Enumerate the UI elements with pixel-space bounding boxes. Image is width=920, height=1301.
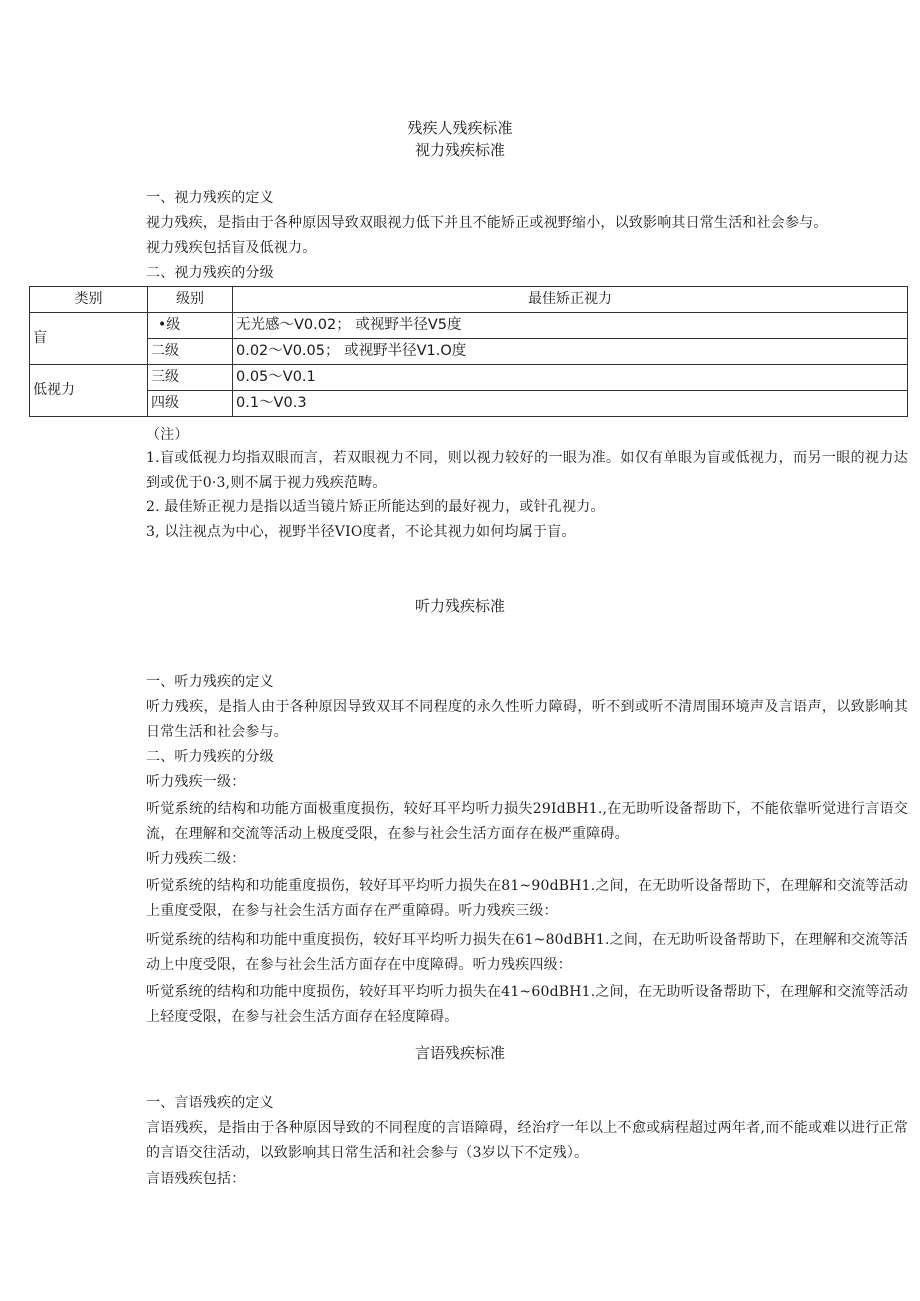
hearing-grade4-text: 听觉系统的结构和功能中度损伤，较好耳平均听力损失在41~60dBH1.之间，在无助听设备帮助下，在理解和交流等活动上轻度受限，在参与社会生活方面存在轻度障碍。 [146,984,908,1025]
hearing-definition-heading: 一、听力残疾的定义 [146,674,274,690]
vision-value-cell: 0.02～V0.05； 或视野半径V1.O度 [233,339,908,365]
vision-value-cell: 无光感～V0.02； 或视野半径V5度 [233,313,908,339]
hearing-grade2-label: 听力残疾二级： [146,851,246,867]
notes-label: （注） [146,427,189,443]
vision-value-cell: 0.05～V0.1 [233,365,908,391]
category-blind: 盲 [30,313,148,365]
table-row [30,365,908,391]
level-cell: 三级 [148,365,233,391]
table-header-row [30,287,908,313]
vision-grade-heading: 二、视力残疾的分级 [146,265,274,281]
vision-definition-text: 视力残疾，是指由于各种原因导致双眼视力低下并且不能矫正或视野缩小，以致影响其日常生活和社会参与。 [146,215,828,231]
hearing-grade2-text: 听觉系统的结构和功能重度损伤，较好耳平均听力损失在81~90dBH1.之间，在无助听设备帮助下，在理解和交流等活动上重度受限，在参与社会生活方面存在严重障碍。听力残疾三级： [146,878,908,919]
header-category: 类别 [30,287,148,313]
header-best-corrected-vision: 最佳矫正视力 [233,287,908,313]
hearing-definition-text: 听力残疾，是指人由于各种原因导致双耳不同程度的永久性听力障碍，听不到或听不清周围环境声及言语声，以致影响其日常生活和社会参与。 [146,699,908,740]
hearing-grade-heading: 二、听力残疾的分级 [146,749,274,765]
vision-value-cell: 0.1～V0.3 [233,391,908,417]
table-row [30,313,908,339]
header-level: 级别 [148,287,233,313]
level-cell: •级 [148,313,233,339]
category-low-vision: 低视力 [30,365,148,417]
vision-note-3: 3, 以注视点为中心，视野半径VIO度者，不论其视力如何均属于盲。 [146,524,576,540]
vision-definition-scope: 视力残疾包括盲及低视力。 [146,240,317,256]
document-title: 残疾人残疾标准 [407,119,513,137]
hearing-section-title: 听力残疾标准 [414,597,505,615]
speech-definition-heading: 一、言语残疾的定义 [146,1095,274,1111]
hearing-grade1-label: 听力残疾一级： [146,774,246,790]
vision-grade-table [29,286,908,417]
speech-section-title: 言语残疾标准 [414,1044,505,1062]
speech-definition-text: 言语残疾，是指由于各种原因导致的不同程度的言语障碍，经治疗一年以上不愈或病程超过两年者,而不能或难以进行正常的言语交往活动，以致影响其日常生活和社会参与（3岁以下不定残）。 [146,1120,908,1161]
speech-includes-label: 言语残疾包括： [146,1171,246,1187]
level-cell: 四级 [148,391,233,417]
vision-note-1: 1.盲或低视力均指双眼而言，若双眼视力不同，则以视力较好的一眼为准。如仅有单眼为盲或低视力，而另一眼的视力达到或优于0·3,则不属于视力残疾范畴。 [146,450,908,491]
vision-note-2: 2. 最佳矫正视力是指以适当镜片矫正所能达到的最好视力，或针孔视力。 [146,499,605,515]
table-row [30,339,908,365]
hearing-grade3-text: 听觉系统的结构和功能中重度损伤，较好耳平均听力损失在61~80dBH1.之间，在无助听设备帮助下，在理解和交流等活动上中度受限，在参与社会生活方面存在中度障碍。听力残疾四级： [146,932,908,973]
level-cell: 二级 [148,339,233,365]
hearing-grade1-text: 听觉系统的结构和功能方面极重度损伤，较好耳平均听力损失29IdBH1.,在无助听设备帮助下，不能依靠听觉进行言语交流，在理解和交流等活动上极度受限，在参与社会生活方面存在极严重障碍。 [146,801,908,842]
vision-section-title: 视力残疾标准 [414,141,505,159]
vision-definition-heading: 一、视力残疾的定义 [146,190,274,206]
table-row [30,391,908,417]
